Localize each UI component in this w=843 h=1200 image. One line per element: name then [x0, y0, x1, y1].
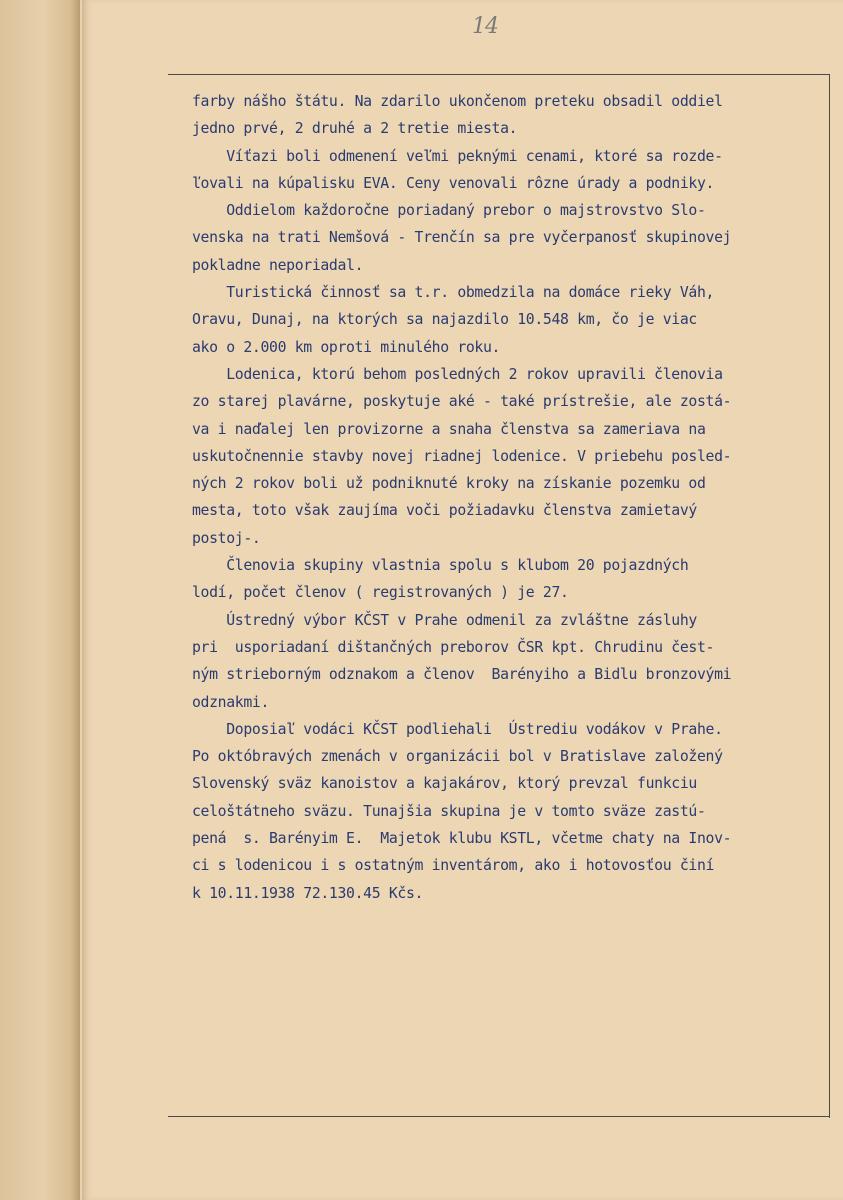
page-number: 14	[472, 14, 498, 39]
text-line: Oravu, Dunaj, na ktorých sa najazdilo 10.548 km, čo je viac	[192, 311, 697, 329]
text-line: Členovia skupiny vlastnia spolu s klubom 20 pojazdných	[192, 557, 689, 575]
frame-border-right	[829, 74, 830, 1118]
text-line: Turistická činnosť sa t.r. obmedzila na domáce rieky Váh,	[192, 284, 715, 302]
facing-page-strip	[0, 0, 80, 1200]
text-line: pri usporiadaní dištančných preborov ČSR kpt. Chrudinu čest-	[192, 638, 715, 656]
text-line: Ústredný výbor KČST v Prahe odmenil za zvláštne zásluhy	[192, 611, 697, 629]
text-line: ľovali na kúpalisku EVA. Ceny venovali rôzne úrady a podniky.	[192, 174, 715, 192]
text-line: Doposiaľ vodáci KČST podliehali Ústrediu vodákov v Prahe.	[192, 720, 723, 738]
text-line: k 10.11.1938 72.130.45 Kčs.	[192, 884, 424, 902]
text-line: ci s lodenicou i s ostatným inventárom, ako i hotovosťou činí	[192, 857, 715, 875]
text-line: celoštátneho sväzu. Tunajšia skupina je v tomto sväze zastú-	[192, 802, 706, 820]
text-line: ako o 2.000 km oproti minulého roku.	[192, 338, 501, 356]
text-line: odznakmi.	[192, 693, 270, 711]
frame-border-top	[168, 74, 830, 75]
text-line: postoj-.	[192, 529, 261, 547]
text-line: Lodenica, ktorú behom posledných 2 rokov upravili členovia	[192, 365, 723, 383]
text-line: Oddielom každoročne poriadaný prebor o majstrovstvo Slo-	[192, 202, 706, 220]
text-line: farby nášho štátu. Na zdarilo ukončenom preteku obsadil oddiel	[192, 93, 723, 110]
text-line: uskutočnennie stavby novej riadnej lodenice. V priebehu posled-	[192, 447, 732, 465]
typewritten-text	[192, 88, 817, 907]
text-line: va i naďalej len provizorne a snaha členstva sa zameriava na	[192, 420, 706, 438]
text-line: ných 2 rokov boli už podniknuté kroky na získanie pozemku od	[192, 475, 706, 493]
text-line: Po októbravých zmenách v organizácii bol v Bratislave založený	[192, 748, 723, 766]
text-line: pokladne neporiadal.	[192, 256, 364, 274]
text-line: jedno prvé, 2 druhé a 2 tretie miesta.	[192, 120, 518, 138]
text-line: pená s. Barényim E. Majetok klubu KSTL, včetme chaty na Inov-	[192, 830, 732, 848]
text-line: Víťazi boli odmenení veľmi peknými cenami, ktoré sa rozde-	[192, 147, 723, 165]
text-line: Slovenský sväz kanoistov a kajakárov, ktorý prevzal funkciu	[192, 775, 697, 793]
frame-border-bottom	[168, 1116, 830, 1117]
text-line: venska na trati Nemšová - Trenčín sa pre vyčerpanosť skupinovej	[192, 229, 732, 247]
text-line: mesta, toto však zaujíma voči požiadavku členstva zamietavý	[192, 502, 697, 520]
text-line: lodí, počet členov ( registrovaných ) je 27.	[192, 584, 569, 602]
text-line: ným strieborným odznakom a členov Barényiho a Bidlu bronzovými	[192, 666, 732, 684]
text-line: zo starej plavárne, poskytuje aké - také prístrešie, ale zostá-	[192, 393, 732, 411]
